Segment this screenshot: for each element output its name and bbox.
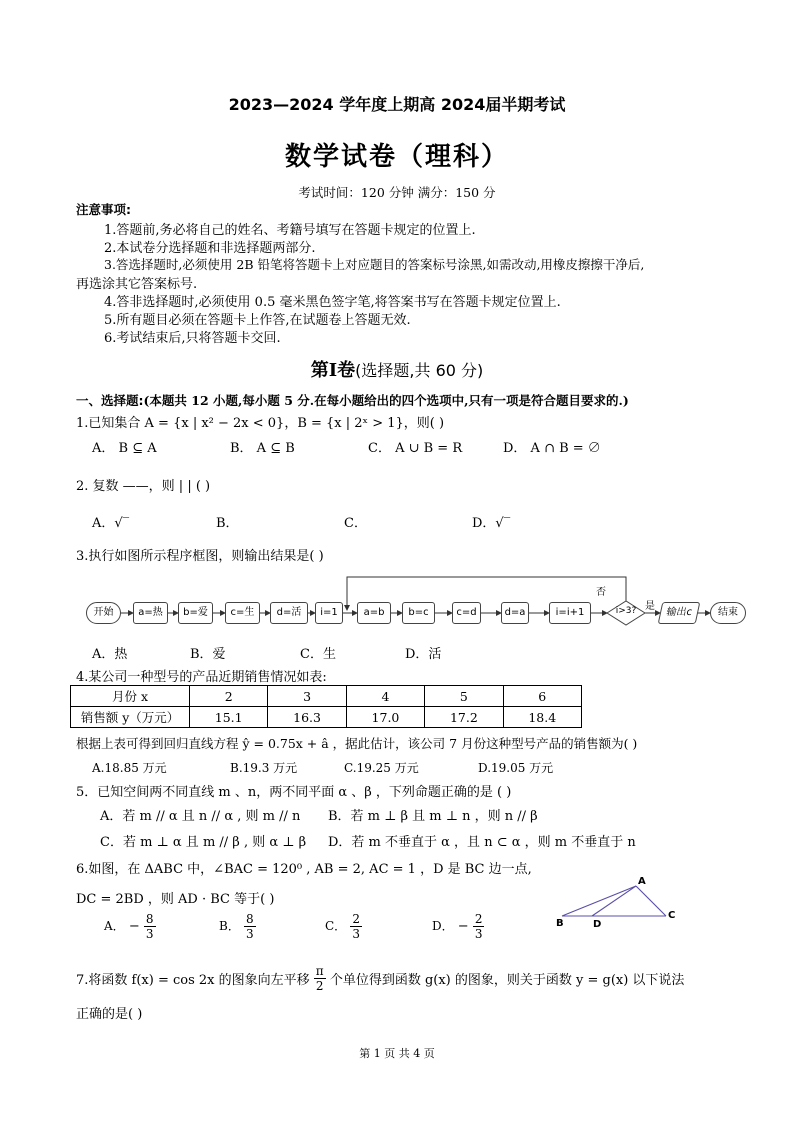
q6-option-a <box>104 912 156 941</box>
q6-stem-line1: 6.如图，在 ΔABC 中，∠BAC = 120⁰ , AB = 2, AC = 1 ，D 是 BC 边一点, <box>76 862 532 877</box>
triangle-label-c: C <box>668 910 676 921</box>
flow-step: b=爱 <box>178 602 213 624</box>
table-cell: 15.1 <box>190 707 268 728</box>
notice-item: 6.考试结束后,只将答题卡交回. <box>104 331 281 346</box>
flow-step: d=活 <box>270 602 308 624</box>
flow-condition: i>3? <box>615 606 637 616</box>
exam-info: 考试时间：120 分钟 满分：150 分 <box>298 185 496 200</box>
table-cell: 16.3 <box>268 707 346 728</box>
table-cell: 5 <box>425 686 503 707</box>
q7-line2: 正确的是( ) <box>76 1007 143 1022</box>
triangle-label-b: B <box>556 918 564 929</box>
fraction <box>473 912 485 941</box>
subject-title: 数学试卷（理科） <box>284 142 509 172</box>
table-cell: 3 <box>268 686 346 707</box>
fraction <box>314 964 326 993</box>
q7-part1: 7.将函数 f(x) = cos 2x 的图象向左平移 <box>76 973 310 988</box>
table-cell: 4 <box>346 686 424 707</box>
q4-stem: 4.某公司一种型号的产品近期销售情况如表: <box>76 670 327 685</box>
option-sign: − <box>128 919 140 934</box>
q4-option-b: B.19.3 万元 <box>230 761 298 775</box>
flow-step: i=i+1 <box>549 602 591 624</box>
section1-desc: (本题共 12 小题,每小题 5 分.在每小题给出的四个选项中,只有一项是符合题目要求的.) <box>143 393 629 408</box>
flow-step: c=d <box>452 602 481 624</box>
section1-label: 一、选择题: <box>76 393 144 408</box>
option-letter: A． <box>104 919 125 933</box>
flow-step: c=生 <box>225 602 260 624</box>
q1-option-d: D． A ∩ B = ∅ <box>503 441 601 456</box>
fraction <box>350 912 362 941</box>
option-sign: − <box>457 919 469 934</box>
flow-yes-label: 是 <box>645 601 655 612</box>
q1-option-c: C． A ∪ B = R <box>368 441 463 456</box>
q7-stem <box>76 964 684 993</box>
fraction <box>244 912 256 941</box>
notice-item: 1.答题前,务必将自己的姓名、考籍号填写在答题卡规定的位置上. <box>104 223 476 238</box>
q6-option-c <box>325 912 362 941</box>
notice-item: 4.答非选择题时,必须使用 0.5 毫米黑色签字笔,将答案书写在答题卡规定位置上. <box>104 295 561 310</box>
q3-option-c: C．生 <box>300 647 336 662</box>
q2-option-c: C． <box>344 516 367 531</box>
page-footer: 第 1 页 共 4 页 <box>359 1047 435 1060</box>
q6-option-b <box>219 912 256 941</box>
table-header-cell: 销售额 y（万元） <box>71 707 190 728</box>
fraction-num: π <box>315 964 324 978</box>
q5-option-a: A．若 m // α 且 n // α , 则 m // n <box>100 809 301 824</box>
notice-item: 5.所有题目必须在答题卡上作答,在试题卷上答题无效. <box>104 313 411 328</box>
q4-text: 根据上表可得到回归直线方程 ŷ = 0.75x + â ，据此估计，该公司 7 月份这种型号产品的销售额为( ) <box>76 736 638 751</box>
flow-step: b=c <box>402 602 435 624</box>
q2-option-a: A．√‾ <box>92 516 130 531</box>
q6-stem-line2: DC = 2BD ，则 AD · BC 等于( ) <box>76 892 275 907</box>
q2-option-b: B． <box>216 516 239 531</box>
q3-stem: 3.执行如图所示程序框图，则输出结果是( ) <box>76 549 324 564</box>
flow-step: a=热 <box>133 602 168 624</box>
flow-output: 输出c <box>658 602 701 624</box>
part1-title-sub: (选择题,共 60 分) <box>355 361 484 380</box>
table-cell: 2 <box>190 686 268 707</box>
notice-title: 注意事项: <box>76 202 131 217</box>
option-letter: B． <box>219 919 240 933</box>
fraction-num: 2 <box>474 912 483 926</box>
q3-option-b: B．爱 <box>190 647 226 662</box>
q5-option-d: D．若 m 不垂直于 α ，且 n ⊂ α ，则 m 不垂直于 n <box>328 835 636 850</box>
flow-end: 结束 <box>710 602 746 624</box>
q4-option-c: C.19.25 万元 <box>344 761 419 775</box>
q7-part2: 个单位得到函数 g(x) 的图象，则关于函数 y = g(x) 以下说法 <box>329 973 685 988</box>
table-header-cell: 月份 x <box>71 686 190 707</box>
q5-stem: 5．已知空间两不同直线 m 、n，两不同平面 α 、β ，下列命题正确的是 ( ) <box>76 785 512 800</box>
fraction-num: 8 <box>145 912 154 926</box>
option-letter: C． <box>325 919 347 933</box>
notice-item: 3.答选择题时,必须使用 2B 铅笔将答题卡上对应题目的答案标号涂黑,如需改动,用橡皮擦擦干净后, <box>104 257 645 272</box>
q2-stem: 2. 复数 ——，则 | | ( ) <box>76 479 211 494</box>
q1-option-b: B． A ⊆ B <box>230 441 295 456</box>
table-cell: 6 <box>503 686 581 707</box>
flow-start: 开始 <box>86 602 121 624</box>
q4-option-d: D.19.05 万元 <box>478 761 554 775</box>
q5-option-b: B．若 m ⊥ β 且 m ⊥ n ，则 n // β <box>328 809 538 824</box>
q1-stem: 1.已知集合 A = {x | x² − 2x < 0}，B = {x | 2ˣ > 1}，则( ) <box>76 416 445 431</box>
flow-step: i=1 <box>315 602 343 624</box>
q4-option-a: A.18.85 万元 <box>92 761 167 775</box>
table-cell: 17.2 <box>425 707 503 728</box>
part1-title-main: 第Ⅰ卷 <box>310 360 356 381</box>
flow-no-label: 否 <box>596 587 606 598</box>
q2-option-d: D．√‾ <box>472 516 511 531</box>
flow-step: d=a <box>501 602 529 624</box>
fraction-num: 2 <box>352 912 360 926</box>
triangle-label-a: A <box>638 876 646 887</box>
fraction-den: 2 <box>315 979 324 993</box>
notice-item: 再选涂其它答案标号. <box>76 277 198 292</box>
fraction-num: 8 <box>245 912 254 926</box>
triangle-label-d: D <box>593 919 602 930</box>
q3-option-a: A．热 <box>92 647 128 662</box>
q1-option-a: A． B ⊆ A <box>92 441 157 456</box>
fraction-den: 3 <box>145 927 154 941</box>
exam-title: 2023—2024 学年度上期高 2024届半期考试 <box>228 95 566 114</box>
q5-option-c: C．若 m ⊥ α 且 m // β , 则 α ⊥ β <box>100 835 307 850</box>
fraction <box>144 912 156 941</box>
fraction-den: 3 <box>474 927 483 941</box>
table-cell: 18.4 <box>503 707 581 728</box>
fraction-den: 3 <box>245 927 254 941</box>
notice-item: 2.本试卷分选择题和非选择题两部分. <box>104 241 316 256</box>
q6-option-d <box>432 912 484 941</box>
option-letter: D． <box>432 919 454 933</box>
flow-step: a=b <box>357 602 391 624</box>
fraction-den: 3 <box>352 927 360 941</box>
q3-option-d: D．活 <box>405 647 442 662</box>
table-cell: 17.0 <box>346 707 424 728</box>
